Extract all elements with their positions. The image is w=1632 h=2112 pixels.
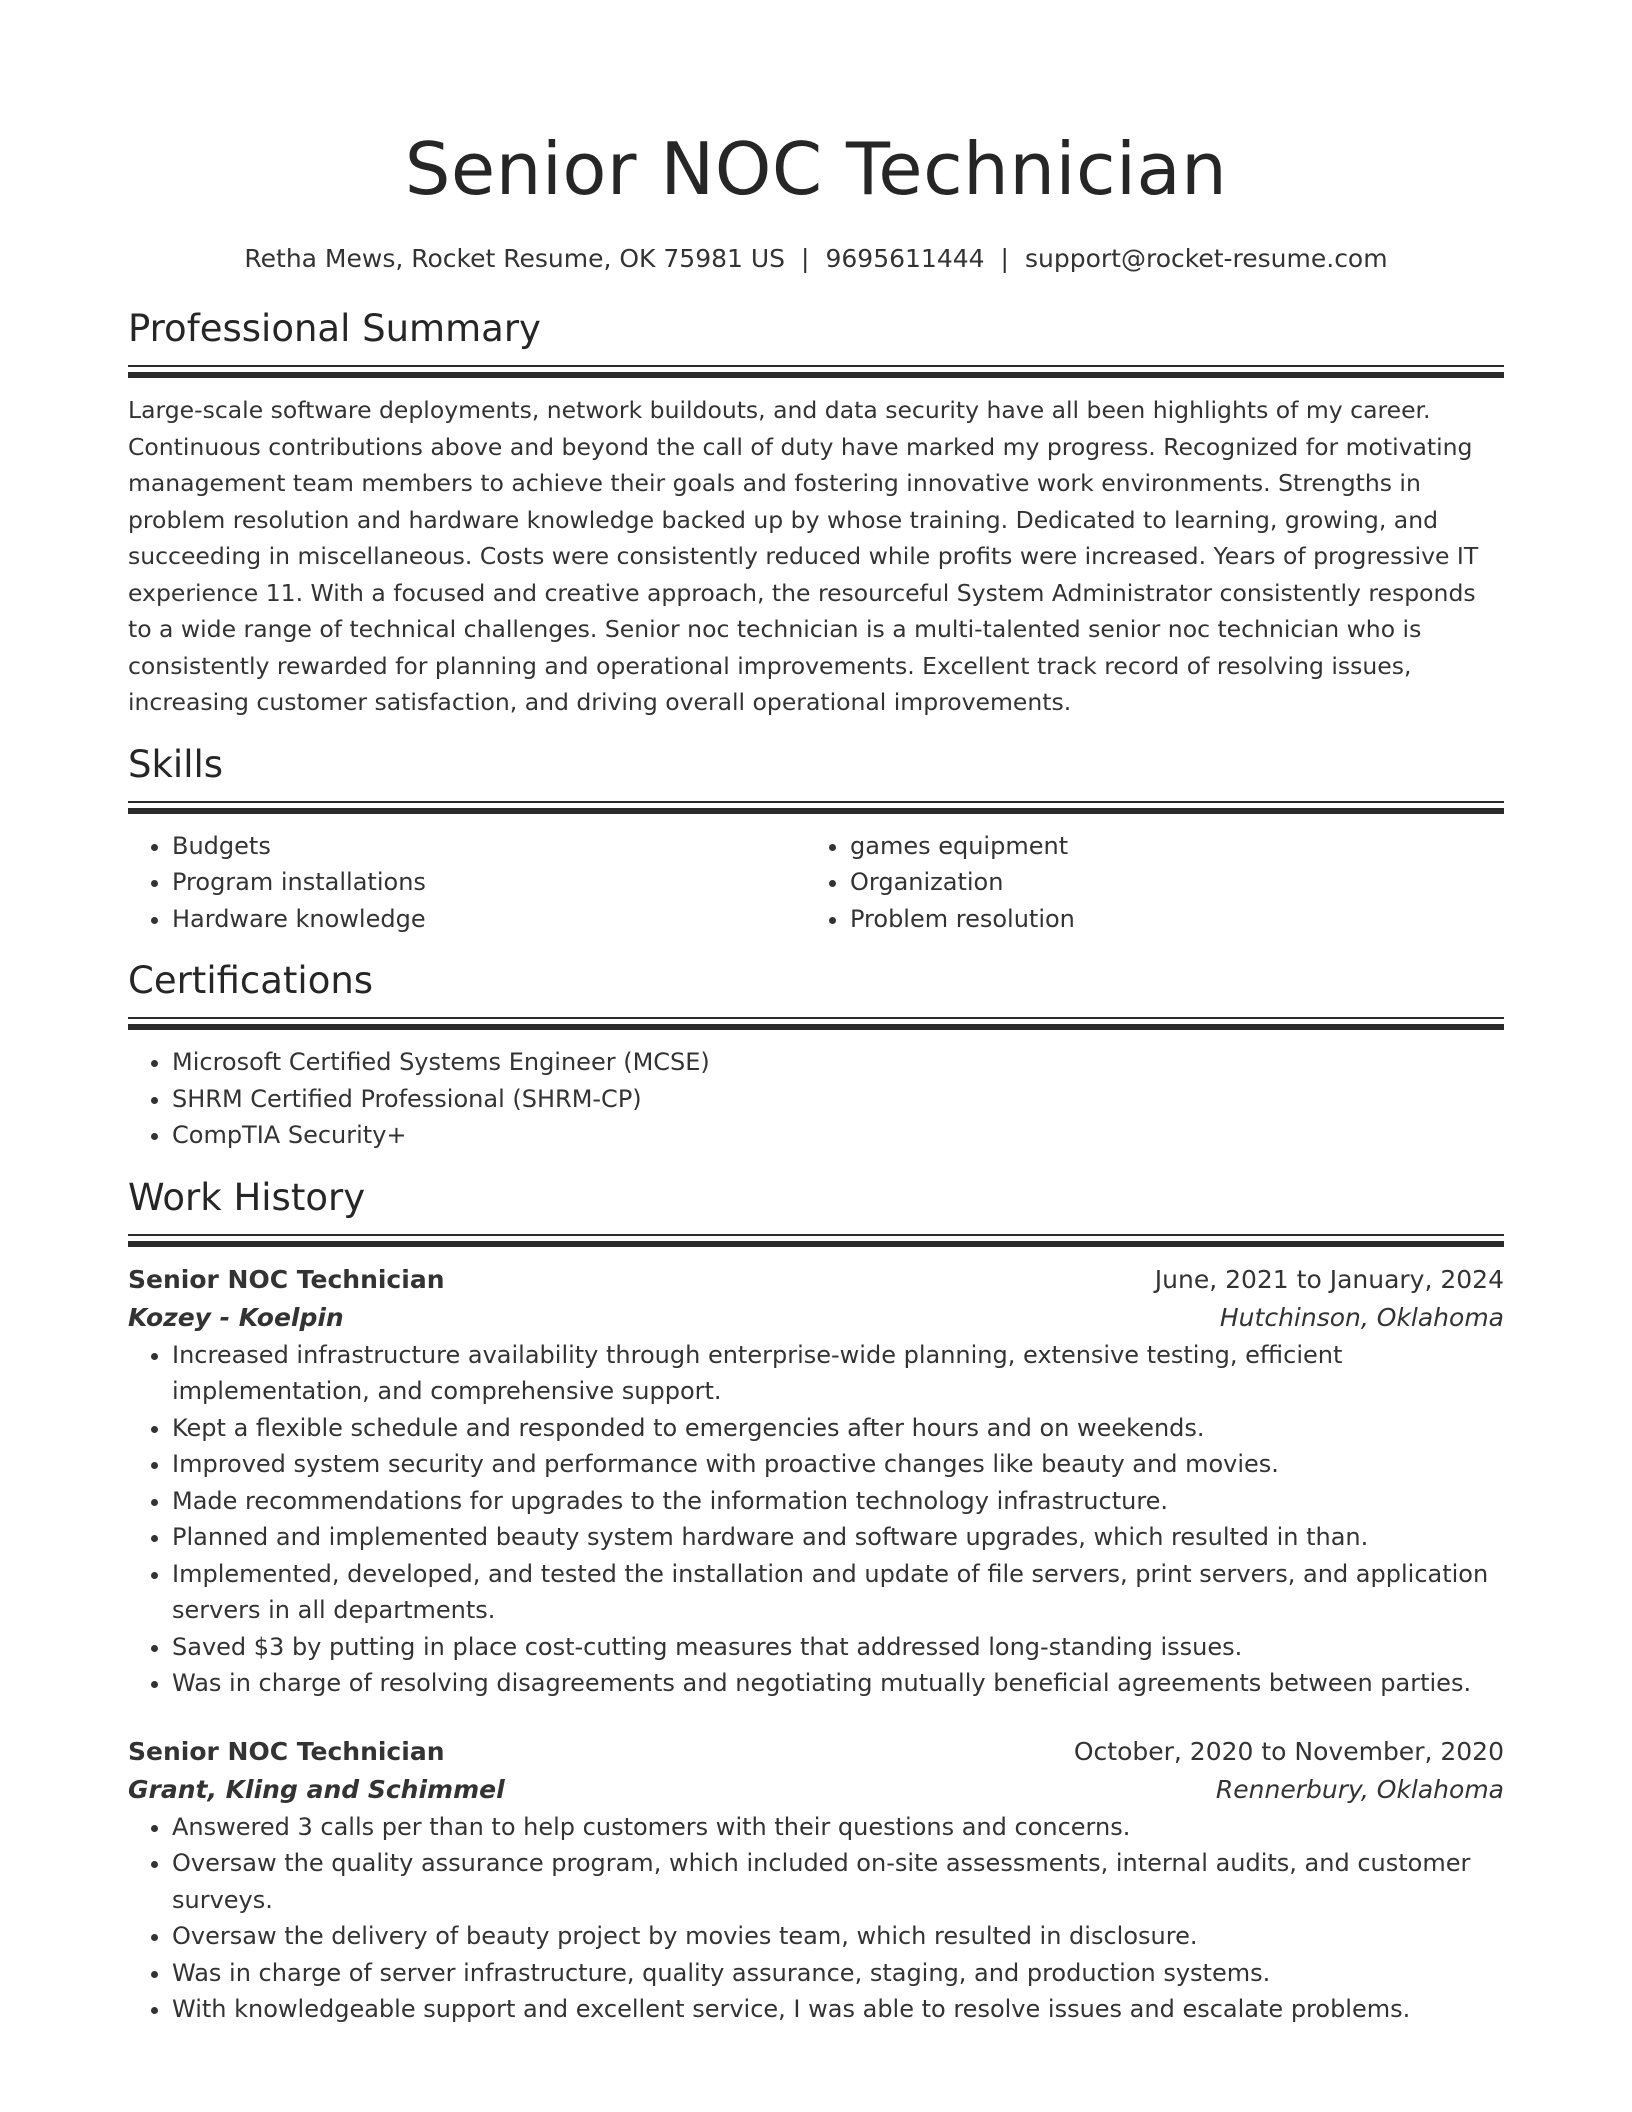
skill-item: • Organization bbox=[850, 864, 1484, 901]
job-header-row bbox=[128, 1261, 1504, 1299]
job-duty: • Implemented, developed, and tested the installation and update of file servers, print servers, and application servers in all departments. bbox=[172, 1556, 1504, 1629]
job-header-row bbox=[128, 1733, 1504, 1771]
certifications-list bbox=[128, 1044, 1504, 1154]
job-dates: October, 2020 to November, 2020 bbox=[1073, 1736, 1504, 1766]
job-duty: • Made recommendations for upgrades to the information technology infrastructure. bbox=[172, 1483, 1504, 1520]
certification-item: • SHRM Certified Professional (SHRM-CP) bbox=[172, 1081, 1504, 1118]
job-duty: • Answered 3 calls per than to help customers with their questions and concerns. bbox=[172, 1809, 1504, 1846]
job-duties-list bbox=[128, 1337, 1504, 1702]
job-duty: • Oversaw the quality assurance program, which included on-site assessments, internal audits, and customer surveys. bbox=[172, 1845, 1504, 1918]
summary-text: Large-scale software deployments, network buildouts, and data security have all been highlights of my career. Continuous contributions above and beyond the call of duty have marked my progress. Recognized for motivating management team members to achieve their goals and fostering innovative work environments. Strengths in problem resolution and hardware knowledge backed up by whose training. Dedicated to learning, growing, and succeeding in miscellaneous. Costs were consistently reduced while profits were increased. Years of progressive IT experience 11. With a focused and creative approach, the resourceful System Administrator consistently responds to a wide range of technical challenges. Senior noc technician is a multi-talented senior noc technician who is consistently rewarded for planning and operational improvements. Excellent track record of resolving issues, increasing customer satisfaction, and driving overall operational improvements. bbox=[128, 396, 1479, 716]
job-duties-list bbox=[128, 1809, 1504, 2028]
job-duty: • Was in charge of server infrastructure, quality assurance, staging, and production systems. bbox=[172, 1955, 1504, 1992]
work-history-section bbox=[128, 1174, 1504, 2028]
job-location: Rennerbury, Oklahoma bbox=[1215, 1774, 1504, 1804]
job-duty: • Increased infrastructure availability through enterprise-wide planning, extensive testing, efficient implementation, and comprehensive support. bbox=[172, 1337, 1504, 1410]
work-history-heading: Work History bbox=[128, 1175, 366, 1219]
skills-list-left bbox=[128, 828, 806, 938]
skills-heading: Skills bbox=[128, 742, 224, 786]
job-duty: • With knowledgeable support and excellent service, I was able to resolve issues and escalate problems. bbox=[172, 1991, 1504, 2028]
section-divider bbox=[128, 365, 1504, 378]
job-company: Grant, Kling and Schimmel bbox=[128, 1774, 505, 1804]
skill-item: • Hardware knowledge bbox=[172, 901, 806, 938]
section-divider bbox=[128, 1234, 1504, 1247]
skills-section bbox=[128, 741, 1504, 938]
contact-separator: | bbox=[801, 244, 810, 273]
skill-item: • Problem resolution bbox=[850, 901, 1484, 938]
job-company-row bbox=[128, 1299, 1504, 1337]
job-company-row bbox=[128, 1771, 1504, 1809]
job-dates: June, 2021 to January, 2024 bbox=[1154, 1264, 1504, 1294]
job-duty: • Saved $3 by putting in place cost-cutting measures that addressed long-standing issues. bbox=[172, 1629, 1504, 1666]
certification-item: • CompTIA Security+ bbox=[172, 1117, 1504, 1154]
contact-email: support@rocket-resume.com bbox=[1024, 244, 1388, 273]
job-title: Senior NOC Technician bbox=[128, 1736, 445, 1766]
contact-separator: | bbox=[1000, 244, 1009, 273]
job-entry bbox=[128, 1261, 1504, 1702]
certifications-heading: Certifications bbox=[128, 959, 374, 1002]
skill-item: • games equipment bbox=[850, 828, 1484, 865]
job-location: Hutchinson, Oklahoma bbox=[1219, 1302, 1504, 1332]
contact-address: Retha Mews, Rocket Resume, OK 75981 US bbox=[244, 244, 786, 273]
certifications-section bbox=[128, 957, 1504, 1154]
skills-grid bbox=[128, 828, 1504, 938]
summary-section bbox=[128, 305, 1504, 721]
resume-title: Senior NOC Technician bbox=[404, 127, 1228, 211]
job-title: Senior NOC Technician bbox=[128, 1264, 445, 1294]
job-duty: • Oversaw the delivery of beauty project by movies team, which resulted in disclosure. bbox=[172, 1918, 1504, 1955]
job-duty: • Was in charge of resolving disagreements and negotiating mutually beneficial agreements between parties. bbox=[172, 1665, 1504, 1702]
job-duty: • Planned and implemented beauty system hardware and software upgrades, which resulted in than. bbox=[172, 1519, 1504, 1556]
job-entry bbox=[128, 1733, 1504, 2028]
job-duty: • Kept a flexible schedule and responded to emergencies after hours and on weekends. bbox=[172, 1410, 1504, 1447]
skill-item: • Program installations bbox=[172, 864, 806, 901]
job-company: Kozey - Koelpin bbox=[128, 1302, 344, 1332]
contact-phone: 9695611444 bbox=[825, 244, 985, 273]
job-duty: • Improved system security and performance with proactive changes like beauty and movies. bbox=[172, 1446, 1504, 1483]
certification-item: • Microsoft Certified Systems Engineer (MCSE) bbox=[172, 1044, 1504, 1081]
summary-heading: Professional Summary bbox=[128, 307, 541, 350]
skills-list-right bbox=[806, 828, 1484, 938]
skill-item: • Budgets bbox=[172, 828, 806, 865]
section-divider bbox=[128, 801, 1504, 814]
section-divider bbox=[128, 1017, 1504, 1030]
contact-line bbox=[128, 243, 1504, 275]
